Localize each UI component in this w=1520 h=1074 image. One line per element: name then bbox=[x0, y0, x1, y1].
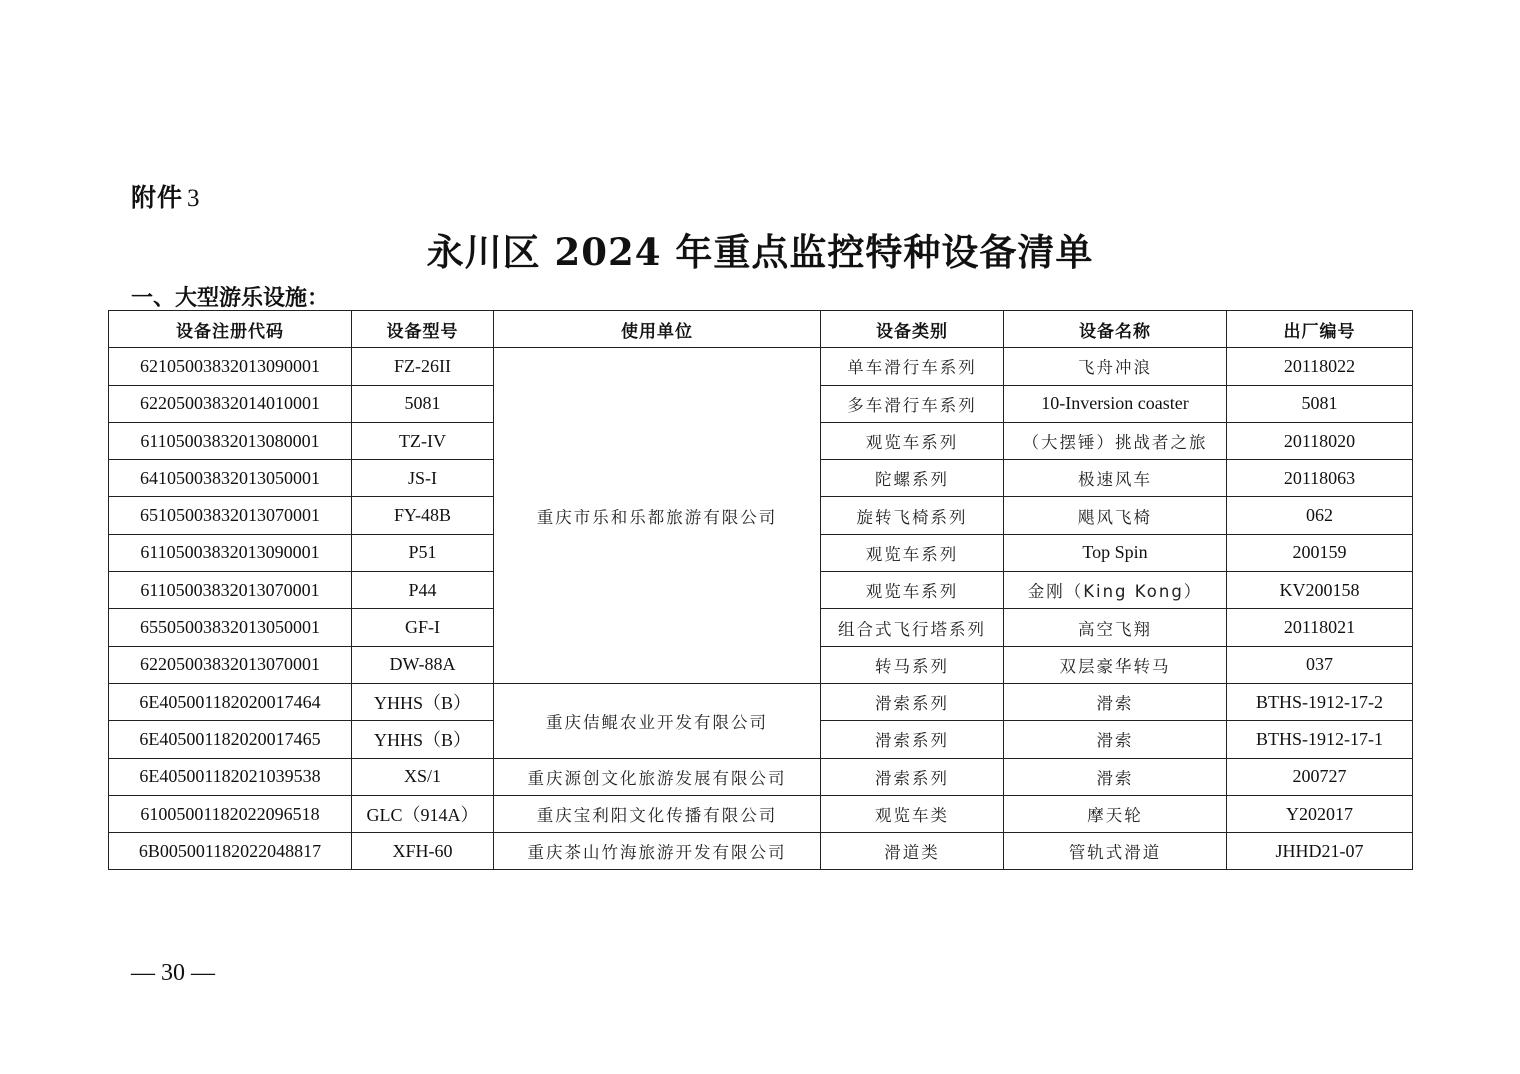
page-number: — 30 — bbox=[131, 960, 215, 986]
cell-user-unit: 重庆茶山竹海旅游开发有限公司 bbox=[494, 833, 821, 870]
section-heading: 一、大型游乐设施： bbox=[131, 286, 330, 311]
cell-model: XFH-60 bbox=[352, 833, 494, 870]
cell-category: 观览车系列 bbox=[821, 534, 1004, 571]
header-category: 设备类别 bbox=[821, 311, 1004, 348]
cell-serial: 20118022 bbox=[1227, 348, 1413, 385]
cell-name: 摩天轮 bbox=[1004, 795, 1227, 832]
equipment-table bbox=[108, 310, 1413, 870]
cell-code: 6B005001182022048817 bbox=[109, 833, 352, 870]
cell-code: 61105003832013070001 bbox=[109, 572, 352, 609]
attachment-label-text: 附件 bbox=[131, 183, 184, 212]
cell-category: 转马系列 bbox=[821, 646, 1004, 683]
table-header-row bbox=[109, 311, 1413, 348]
cell-serial: 20118063 bbox=[1227, 460, 1413, 497]
cell-model: P51 bbox=[352, 534, 494, 571]
cell-code: 65505003832013050001 bbox=[109, 609, 352, 646]
cell-code: 61105003832013080001 bbox=[109, 422, 352, 459]
cell-name: 高空飞翔 bbox=[1004, 609, 1227, 646]
cell-name: 飓风飞椅 bbox=[1004, 497, 1227, 534]
cell-serial: 200727 bbox=[1227, 758, 1413, 795]
cell-code: 65105003832013070001 bbox=[109, 497, 352, 534]
header-equipment-name: 设备名称 bbox=[1004, 311, 1227, 348]
cell-serial: BTHS-1912-17-1 bbox=[1227, 721, 1413, 758]
cell-category: 滑道类 bbox=[821, 833, 1004, 870]
cell-serial: 200159 bbox=[1227, 534, 1413, 571]
cell-code: 62205003832014010001 bbox=[109, 385, 352, 422]
table-row bbox=[109, 758, 1413, 795]
table-row bbox=[109, 348, 1413, 385]
cell-category: 滑索系列 bbox=[821, 721, 1004, 758]
header-factory-serial: 出厂编号 bbox=[1227, 311, 1413, 348]
cell-name: 滑索 bbox=[1004, 758, 1227, 795]
cell-serial: 062 bbox=[1227, 497, 1413, 534]
cell-code: 62205003832013070001 bbox=[109, 646, 352, 683]
cell-model: YHHS（B） bbox=[352, 683, 494, 720]
cell-code: 6E405001182021039538 bbox=[109, 758, 352, 795]
cell-user-unit: 重庆源创文化旅游发展有限公司 bbox=[494, 758, 821, 795]
cell-model: FZ-26II bbox=[352, 348, 494, 385]
cell-serial: 20118020 bbox=[1227, 422, 1413, 459]
cell-name: 10-Inversion coaster bbox=[1004, 385, 1227, 422]
cell-code: 6E405001182020017465 bbox=[109, 721, 352, 758]
cell-code: 61005001182022096518 bbox=[109, 795, 352, 832]
cell-model: JS-I bbox=[352, 460, 494, 497]
header-user-unit: 使用单位 bbox=[494, 311, 821, 348]
cell-category: 观览车系列 bbox=[821, 572, 1004, 609]
cell-name: （大摆锤）挑战者之旅 bbox=[1004, 422, 1227, 459]
cell-model: GLC（914A） bbox=[352, 795, 494, 832]
cell-category: 多车滑行车系列 bbox=[821, 385, 1004, 422]
cell-category: 组合式飞行塔系列 bbox=[821, 609, 1004, 646]
cell-category: 观览车类 bbox=[821, 795, 1004, 832]
cell-code: 61105003832013090001 bbox=[109, 534, 352, 571]
cell-category: 滑索系列 bbox=[821, 758, 1004, 795]
cell-name: 金刚（King Kong） bbox=[1004, 572, 1227, 609]
cell-model: DW-88A bbox=[352, 646, 494, 683]
cell-category: 滑索系列 bbox=[821, 683, 1004, 720]
cell-serial: 5081 bbox=[1227, 385, 1413, 422]
cell-name: Top Spin bbox=[1004, 534, 1227, 571]
cell-name: 飞舟冲浪 bbox=[1004, 348, 1227, 385]
cell-model: GF-I bbox=[352, 609, 494, 646]
cell-model: 5081 bbox=[352, 385, 494, 422]
table-row bbox=[109, 683, 1413, 720]
cell-serial: 037 bbox=[1227, 646, 1413, 683]
header-model: 设备型号 bbox=[352, 311, 494, 348]
cell-model: FY-48B bbox=[352, 497, 494, 534]
cell-user-unit: 重庆佶鲲农业开发有限公司 bbox=[494, 683, 821, 758]
cell-serial: 20118021 bbox=[1227, 609, 1413, 646]
cell-model: P44 bbox=[352, 572, 494, 609]
cell-name: 双层豪华转马 bbox=[1004, 646, 1227, 683]
cell-category: 单车滑行车系列 bbox=[821, 348, 1004, 385]
cell-model: XS/1 bbox=[352, 758, 494, 795]
cell-model: TZ-IV bbox=[352, 422, 494, 459]
document-title: 永川区 2024 年重点监控特种设备清单 bbox=[426, 230, 1094, 274]
cell-code: 64105003832013050001 bbox=[109, 460, 352, 497]
cell-serial: KV200158 bbox=[1227, 572, 1413, 609]
cell-name: 管轨式滑道 bbox=[1004, 833, 1227, 870]
table-row bbox=[109, 833, 1413, 870]
cell-name: 极速风车 bbox=[1004, 460, 1227, 497]
cell-serial: JHHD21-07 bbox=[1227, 833, 1413, 870]
cell-code: 62105003832013090001 bbox=[109, 348, 352, 385]
cell-model: YHHS（B） bbox=[352, 721, 494, 758]
cell-category: 陀螺系列 bbox=[821, 460, 1004, 497]
header-registration-code: 设备注册代码 bbox=[109, 311, 352, 348]
cell-name: 滑索 bbox=[1004, 721, 1227, 758]
table-row bbox=[109, 795, 1413, 832]
cell-category: 旋转飞椅系列 bbox=[821, 497, 1004, 534]
cell-user-unit: 重庆宝利阳文化传播有限公司 bbox=[494, 795, 821, 832]
cell-serial: Y202017 bbox=[1227, 795, 1413, 832]
cell-category: 观览车系列 bbox=[821, 422, 1004, 459]
attachment-label bbox=[131, 178, 201, 214]
cell-serial: BTHS-1912-17-2 bbox=[1227, 683, 1413, 720]
attachment-number: 3 bbox=[187, 185, 201, 212]
cell-name: 滑索 bbox=[1004, 683, 1227, 720]
cell-code: 6E405001182020017464 bbox=[109, 683, 352, 720]
cell-user-unit: 重庆市乐和乐都旅游有限公司 bbox=[494, 348, 821, 684]
